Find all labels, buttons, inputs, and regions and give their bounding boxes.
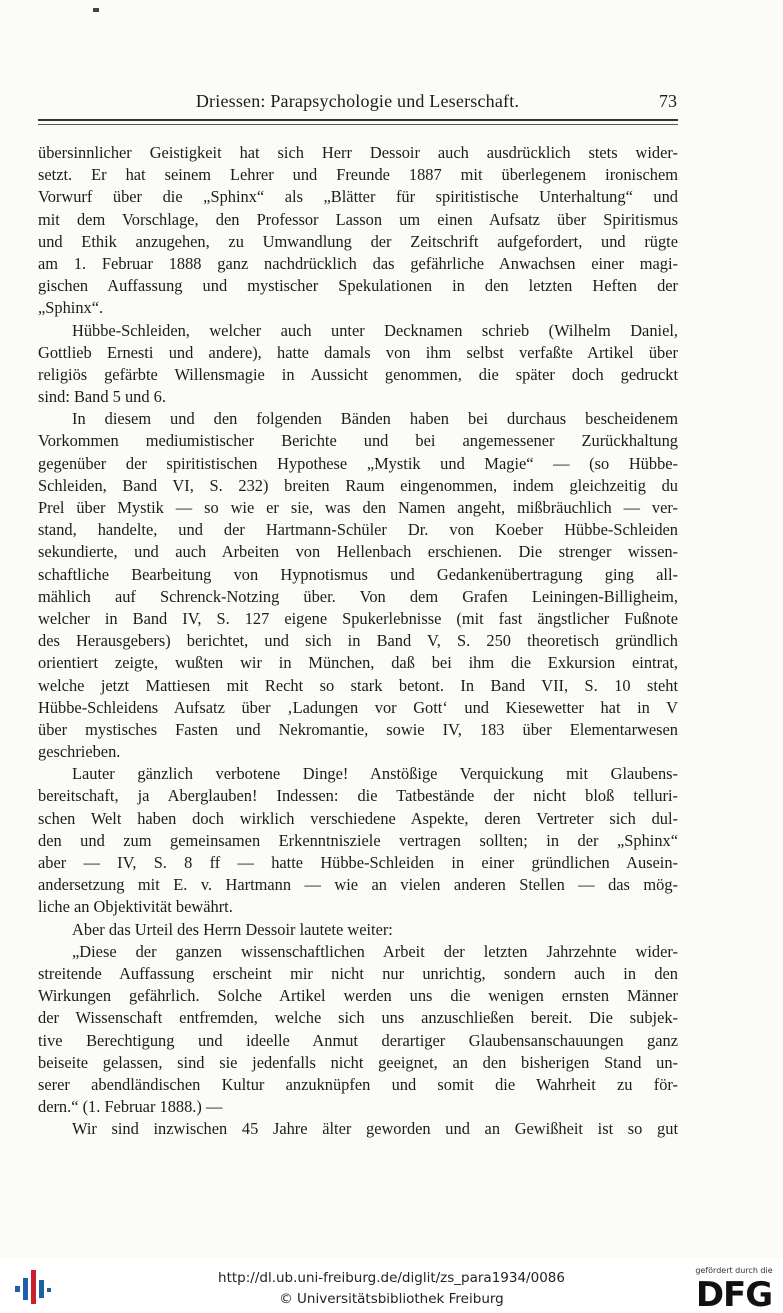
text-line: liche an Objektivität bewährt. xyxy=(38,897,233,917)
running-title: Driessen: Parapsychologie und Leserschaft. xyxy=(195,91,520,111)
text-line: welcher in Band IV, S. 127 eigene Spukerlebnisse (mit fast ängstlicher Fußnote xyxy=(38,608,678,628)
dfg-caption: gefördert durch die xyxy=(695,1266,773,1275)
text-line: übersinnlicher Geistigkeit hat sich Herr Dessoir auch ausdrücklich stets wider- xyxy=(38,143,678,162)
body-text xyxy=(38,142,678,1140)
text-line: mählich auf Schrenck-Notzing über. Von dem Grafen Leiningen-Billigheim, xyxy=(38,586,678,606)
text-line: Wirkungen gefährlich. Solche Artikel werden uns die wenigen ernsten Männer xyxy=(38,986,678,1006)
svg-text:DFG: DFG xyxy=(695,1277,773,1309)
text-line: streitende Auffassung erscheint mir nicht nur unrichtig, sondern auch in den xyxy=(38,963,678,983)
text-line: der Wissenschaft entfremden, welche sich uns anzuschließen bereit. Die subjek- xyxy=(38,1008,678,1028)
text-line: Hübbe-Schleidens Aufsatz über ‚Ladungen vor Gott‘ und Kiesewetter hat in V xyxy=(38,697,678,717)
text-line: Vorwurf über die „Sphinx“ als „Blätter für spiritistische Unterhaltung“ und xyxy=(38,187,678,207)
text-line: schaftliche Bearbeitung von Hypnotismus und Gedankenübertragung ging all- xyxy=(38,564,678,584)
text-line: setzt. Er hat seinem Lehrer und Freunde 1887 mit überlegenem ironischem xyxy=(38,165,678,185)
text-line: den und zum gemeinsamen Erkenntnisziele vertragen sollten; in der „Sphinx“ xyxy=(38,830,678,850)
text-line: sekundierte, und auch Arbeiten von Hellenbach erschienen. Die strenger wissen- xyxy=(38,542,678,562)
text-line: Prel über Mystik — so wie er sie, was den Namen angeht, mißbräuchlich — ver- xyxy=(38,498,678,517)
text-line: beiseite gelassen, sind sie jedenfalls nicht geeignet, an den bisherigen Stand un- xyxy=(38,1052,678,1072)
text-line: dern.“ (1. Februar 1888.) — xyxy=(38,1097,223,1117)
header-rule xyxy=(38,119,678,121)
header-rule-thin xyxy=(38,124,678,125)
text-line: gischen Auffassung und mystischer Spekulationen in den letzten Heften der xyxy=(38,276,678,296)
text-line: aber — IV, S. 8 ff — hatte Hübbe-Schleiden in einer gründlichen Ausein- xyxy=(38,853,678,872)
text-line: welche jetzt Mattiesen mit Recht so stark betont. In Band VII, S. 10 steht xyxy=(38,675,678,695)
text-line: Hübbe-Schleiden, welcher auch unter Decknamen schrieb (Wilhelm Daniel, xyxy=(72,320,678,340)
page-number: 73 xyxy=(659,91,677,111)
text-line: Lauter gänzlich verbotene Dinge! Anstößige Verquickung mit Glaubens- xyxy=(72,764,678,784)
text-line: geschrieben. xyxy=(38,742,121,762)
text-line: des Herausgebers) berichtet, und sich in Band V, S. 250 theoretisch gründlich xyxy=(38,631,678,651)
dfg-logo-icon xyxy=(692,1277,776,1309)
scan-artifact xyxy=(93,8,99,12)
document-url-link[interactable]: http://dl.ub.uni-freiburg.de/diglit/zs_para1934/0086 xyxy=(218,1270,565,1286)
text-line: stand, handelte, und der Hartmann-Schüler Dr. von Koeber Hübbe-Schleiden xyxy=(38,520,678,540)
text-line: sind: Band 5 und 6. xyxy=(38,387,166,407)
text-line: Aber das Urteil des Herrn Dessoir lautete weiter: xyxy=(72,919,393,939)
dfg-badge[interactable] xyxy=(690,1266,778,1310)
text-line: über mystisches Fasten und Nekromantie, sowie IV, 183 über Elementarwesen xyxy=(38,719,678,739)
text-line: schen Welt haben doch wirklich verschiedene Aspekte, deren Vertreter sich dul- xyxy=(38,808,678,828)
text-line: gegenüber der spiritistischen Hypothese „Mystik und Magie“ — (so Hübbe- xyxy=(38,453,678,473)
copyright-notice: © Universitätsbibliothek Freiburg xyxy=(279,1291,504,1307)
text-line: andersetzung mit E. v. Hartmann — wie an vielen anderen Stellen — das mög- xyxy=(38,875,678,895)
viewer-footer xyxy=(0,1258,783,1313)
text-line: am 1. Februar 1888 ganz nachdrücklich das gefährliche Anwachsen einer magi- xyxy=(38,253,678,273)
text-line: Gottlieb Ernesti und andere), hatte damals von ihm selbst verfaßte Artikel über xyxy=(38,342,678,362)
text-line: tive Berechtigung und ideelle Anmut derartiger Glaubensanschauungen ganz xyxy=(38,1030,678,1050)
text-line: mit dem Vorschlage, den Professor Lasson um einen Aufsatz über Spiritismus xyxy=(38,209,678,229)
text-line: religiös gefärbte Willensmagie in Aussicht genommen, die später doch gedruckt xyxy=(38,364,678,384)
text-line: „Sphinx“. xyxy=(38,298,104,318)
text-line: Wir sind inzwischen 45 Jahre älter geworden und an Gewißheit ist so gut xyxy=(72,1119,678,1139)
text-line: serer abendländischen Kultur anzuknüpfen und somit die Wahrheit zu för- xyxy=(38,1074,678,1094)
text-line: bereitschaft, ja Aberglauben! Indessen: die Tatbestände der nicht bloß telluri- xyxy=(38,786,678,806)
text-line: In diesem und den folgenden Bänden haben bei durchaus bescheidenem xyxy=(72,409,678,429)
text-line: Vorkommen mediumistischer Berichte und bei angemessener Zurückhaltung xyxy=(38,431,678,451)
text-line: Schleiden, Band VI, S. 232) breiten Raum eingenommen, indem gleichzeitig du xyxy=(38,475,678,495)
text-line: und Ethik anzugehen, zu Umwandlung der Zeitschrift aufgefordert, und rügte xyxy=(38,231,678,251)
text-line: „Diese der ganzen wissenschaftlichen Arbeit der letzten Jahrzehnte wider- xyxy=(72,941,678,961)
text-line: orientiert zeigte, wußten wir in München, daß bei ihm die Exkursion eintrat, xyxy=(38,653,678,673)
